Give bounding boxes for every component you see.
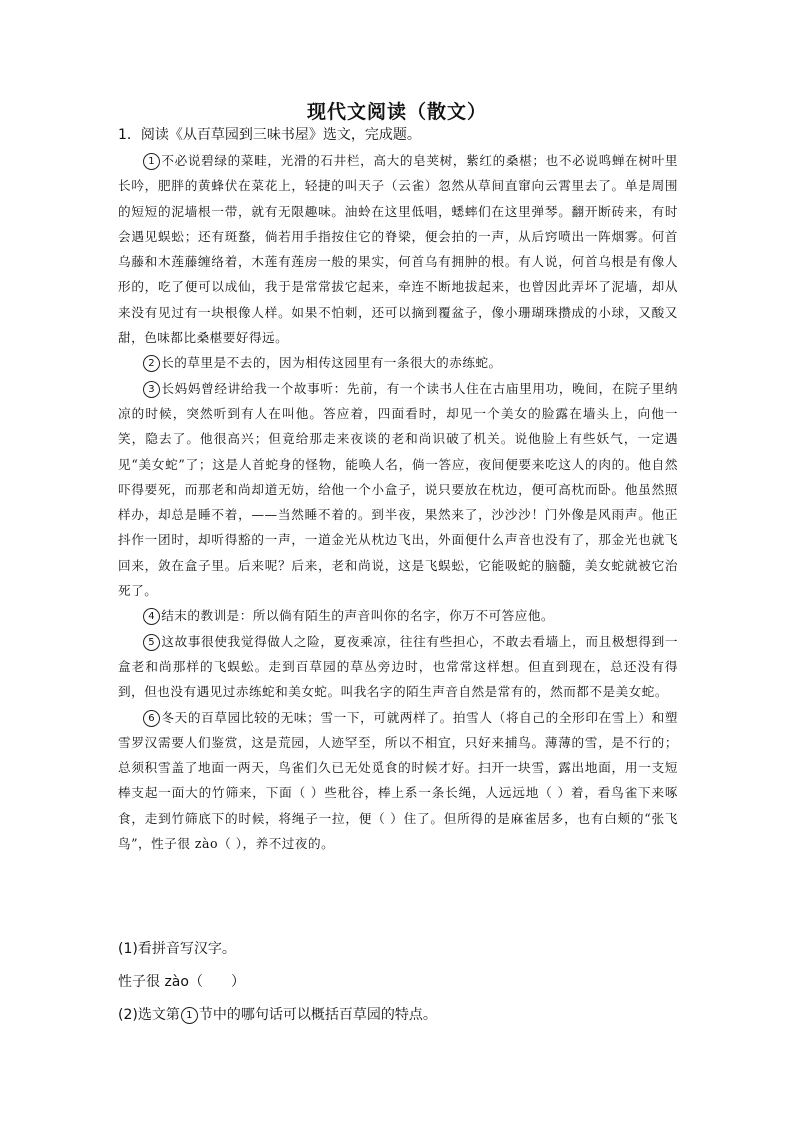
paragraph-text: 长的草里是不去的，因为相传这园里有一条很大的赤练蛇。 bbox=[161, 355, 502, 371]
subquestion-2 bbox=[118, 1004, 437, 1024]
paragraph-number: 2 bbox=[143, 355, 160, 372]
subquestion-2-suffix: 节中的哪句话可以概括百草园的特点。 bbox=[198, 1007, 437, 1023]
reading-passage bbox=[118, 148, 678, 856]
paragraph-number: 5 bbox=[143, 634, 160, 651]
paragraph-number: 6 bbox=[143, 710, 160, 727]
paragraph-number: 1 bbox=[143, 153, 160, 170]
paragraph-number: 3 bbox=[143, 381, 160, 398]
subquestion-1-answer-blank: 性子很 zào（ ） bbox=[118, 974, 245, 990]
paragraph-number: 4 bbox=[143, 608, 160, 625]
circled-number: 1 bbox=[181, 1007, 198, 1024]
paragraph-text: 不必说碧绿的菜畦，光滑的石井栏，高大的皂荚树，紫红的桑椹；也不必说鸣蝉在树叶里长吟，肥胖的黄蜂伏在菜花上，轻捷的叫天子（云雀）忽然从草间直窜向云霄里去了。单是周围的短短的泥墙根一带，就有无限趣味。油蛉在这里低唱，蟋蟀们在这里弹琴。翻开断砖来，有时会遇见蜈蚣；还有斑蝥，倘若用手指按住它的脊梁，便会拍的一声，从后窍喷出一阵烟雾。何首乌藤和木莲藤缠络着，木莲有莲房一般的果实，何首乌有拥肿的根。有人说，何首乌根是有像人形的，吃了便可以成仙，我于是常常拔它起来，牵连不断地拔起来，也曾因此弄坏了泥墙，却从来没有见过有一块根像人样。如果不怕刺，还可以摘到覆盆子，像小珊瑚珠攒成的小球，又酸又甜，色味都比桑椹要好得远。 bbox=[118, 153, 678, 346]
paragraph-text: 结末的教训是：所以倘有陌生的声音叫你的名字，你万不可答应他。 bbox=[161, 608, 554, 624]
paragraph-text: 这故事很使我觉得做人之险，夏夜乘凉，往往有些担心，不敢去看墙上，而且极想得到一盒老和尚那样的飞蜈蚣。走到百草园的草丛旁边时，也常常这样想。但直到现在，总还没有得到，但也没有遇见过赤练蛇和美女蛇。叫我名字的陌生声音自然是常有的，然而都不是美女蛇。 bbox=[118, 633, 678, 700]
question-number: 1． bbox=[118, 127, 141, 143]
paragraph-2 bbox=[118, 350, 678, 375]
paragraph-3 bbox=[118, 376, 678, 604]
paragraph-1 bbox=[118, 148, 678, 350]
subquestion-1: (1)看拼音写汉字。 bbox=[118, 941, 236, 957]
question-stem bbox=[118, 124, 421, 144]
question-text: 阅读《从百草园到三味书屋》选文，完成题。 bbox=[140, 127, 421, 143]
paragraph-text: 长妈妈曾经讲给我一个故事听：先前，有一个读书人住在古庙里用功，晚间，在院子里纳凉的时候，突然听到有人在叫他。答应着，四面看时，却见一个美女的脸露在墙头上，向他一笑，隐去了。他很高兴；但竟给那走来夜谈的老和尚识破了机关。说他脸上有些妖气，一定遇见“美女蛇”了；这是人首蛇身的怪物，能唤人名，倘一答应，夜间便要来吃这人的肉的。他自然吓得要死，而那老和尚却道无妨，给他一个小盒子，说只要放在枕边，便可高枕而卧。他虽然照样办，却总是睡不着，——当然睡不着的。到半夜，果然来了，沙沙沙！门外像是风雨声。他正抖作一团时，却听得豁的一声，一道金光从枕边飞出，外面便什么声音也没有了，那金光也就飞回来，敛在盒子里。后来呢？后来，老和尚说，这是飞蜈蚣，它能吸蛇的脑髓，美女蛇就被它治死了。 bbox=[118, 380, 678, 599]
subquestion-2-prefix: (2)选文第 bbox=[118, 1007, 180, 1023]
paragraph-5 bbox=[118, 629, 678, 705]
paragraph-4 bbox=[118, 603, 678, 628]
page-title: 现代文阅读（散文） bbox=[306, 101, 487, 123]
paragraph-text: 冬天的百草园比较的无味；雪一下，可就两样了。拍雪人（将自己的全形印在雪上）和塑雪罗汉需要人们鉴赏，这是荒园，人迹罕至，所以不相宜，只好来捕鸟。薄薄的雪，是不行的；总须积雪盖了地面一两天，鸟雀们久已无处觅食的时候才好。扫开一块雪，露出地面，用一支短棒支起一面大的竹筛来，下面（ ）些秕谷，棒上系一条长绳，人远远地（ ）着，看鸟雀下来啄食，走到竹筛底下的时候，将绳子一拉，便（ ）住了。但所得的是麻雀居多，也有白颊的“张飞鸟”，性子很 zào（ ），养不过夜的。 bbox=[118, 709, 678, 852]
paragraph-6 bbox=[118, 705, 678, 857]
